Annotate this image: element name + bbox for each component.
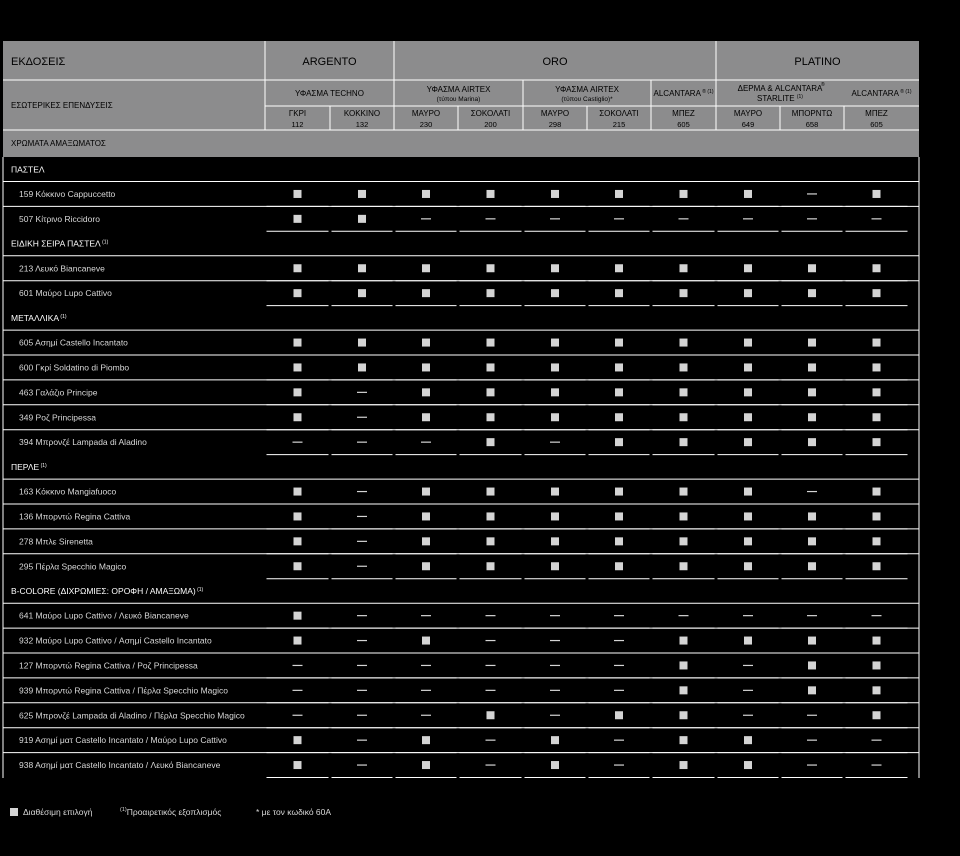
legend-optional-sup: (1) bbox=[120, 807, 127, 814]
row-label: 600 Γκρί Soldatino di Piombo bbox=[19, 362, 130, 373]
square-mark-icon bbox=[680, 562, 688, 570]
square-mark-icon bbox=[551, 512, 559, 520]
square-mark-icon bbox=[615, 190, 623, 198]
square-mark-icon bbox=[808, 264, 816, 272]
version-platino: PLATINO bbox=[794, 56, 841, 68]
group-footnote: (1) bbox=[796, 94, 803, 100]
group-label: ALCANTARA $^{® (1)}$ bbox=[653, 89, 714, 98]
square-mark-icon bbox=[422, 488, 430, 496]
square-mark-icon bbox=[487, 289, 495, 297]
square-mark-icon bbox=[680, 413, 688, 421]
square-mark-icon bbox=[744, 736, 752, 744]
square-mark-icon bbox=[487, 339, 495, 347]
square-mark-icon bbox=[808, 686, 816, 694]
square-mark-icon bbox=[873, 661, 881, 669]
square-mark-icon bbox=[422, 264, 430, 272]
row-label: 349 Ροζ Principessa bbox=[19, 412, 96, 423]
square-mark-icon bbox=[873, 711, 881, 719]
square-mark-icon bbox=[422, 562, 430, 570]
row-label: 136 Μπορντώ Regina Cattiva bbox=[19, 511, 131, 522]
square-mark-icon bbox=[551, 488, 559, 496]
square-mark-icon bbox=[294, 388, 302, 396]
square-mark-icon bbox=[680, 761, 688, 769]
column-name: ΜΠΕΖ bbox=[865, 109, 888, 118]
column-name: ΜΠΟΡΝΤΩ bbox=[791, 109, 833, 118]
section-footnote: (1) bbox=[59, 313, 67, 320]
square-mark-icon bbox=[744, 562, 752, 570]
square-mark-icon bbox=[615, 438, 623, 446]
square-mark-icon bbox=[294, 761, 302, 769]
column-code: 298 bbox=[548, 120, 562, 129]
square-mark-icon bbox=[487, 488, 495, 496]
square-mark-icon bbox=[873, 363, 881, 371]
legend-code-note: * με τον κωδικό 60A bbox=[256, 807, 332, 817]
square-mark-icon bbox=[615, 388, 623, 396]
legend bbox=[10, 804, 910, 822]
column-name: ΣΟΚΟΛΑΤΙ bbox=[470, 109, 511, 118]
column-code: 200 bbox=[484, 120, 497, 129]
square-mark-icon bbox=[808, 661, 816, 669]
square-mark-icon bbox=[873, 413, 881, 421]
square-mark-icon bbox=[487, 711, 495, 719]
square-mark-icon bbox=[680, 339, 688, 347]
group-sublabel: (τύπου Castiglio)* bbox=[561, 96, 613, 103]
square-mark-icon bbox=[744, 190, 752, 198]
square-mark-icon bbox=[487, 413, 495, 421]
square-mark-icon bbox=[551, 562, 559, 570]
legend-available-label: Διαθέσιμη επιλογή bbox=[23, 807, 93, 817]
square-mark-icon bbox=[680, 512, 688, 520]
square-mark-icon bbox=[873, 686, 881, 694]
section-title: ΠΑΣΤΕΛ bbox=[11, 164, 45, 175]
square-mark-icon bbox=[358, 215, 366, 223]
group-footnote: ® (1) bbox=[700, 89, 714, 95]
square-mark-icon bbox=[551, 736, 559, 744]
version-oro: ORO bbox=[542, 56, 568, 68]
section-footnote: (1) bbox=[100, 239, 109, 246]
section-footnote: (1) bbox=[195, 586, 204, 593]
row-label: 394 Μπρονζέ Lampada di Aladino bbox=[19, 437, 147, 448]
square-mark-icon bbox=[422, 289, 430, 297]
square-mark-icon bbox=[615, 264, 623, 272]
square-mark-icon bbox=[294, 190, 302, 198]
square-mark-icon bbox=[551, 537, 559, 545]
column-code: 605 bbox=[677, 120, 690, 129]
legend-optional-label: Προαιρετικός εξοπλισμός bbox=[126, 807, 222, 817]
square-mark-icon bbox=[744, 512, 752, 520]
square-mark-icon bbox=[615, 512, 623, 520]
square-mark-icon bbox=[422, 537, 430, 545]
square-mark-icon bbox=[487, 388, 495, 396]
row-label: 278 Μπλε Sirenetta bbox=[19, 536, 93, 547]
square-mark-icon bbox=[873, 512, 881, 520]
group-label: ΥΦΑΣΜΑ TECHNO bbox=[295, 89, 364, 98]
square-mark-icon bbox=[680, 363, 688, 371]
table-body bbox=[3, 157, 919, 778]
interiors-label: ΕΣΩΤΕΡΙΚΕΣ ΕΠΕΝΔΥΣΕΙΣ bbox=[11, 101, 113, 110]
square-mark-icon bbox=[422, 363, 430, 371]
square-mark-icon bbox=[680, 388, 688, 396]
square-mark-icon bbox=[358, 190, 366, 198]
row-label: 127 Μπορντώ Regina Cattiva / Ροζ Principessa bbox=[19, 660, 198, 671]
square-mark-icon bbox=[551, 339, 559, 347]
row-label: 932 Μαύρο Lupo Cattivo / Ασημί Castello Incantato bbox=[19, 635, 212, 646]
square-mark-icon bbox=[422, 388, 430, 396]
column-code: 649 bbox=[741, 120, 755, 129]
square-mark-icon bbox=[615, 363, 623, 371]
square-mark-icon bbox=[487, 512, 495, 520]
square-mark-icon bbox=[744, 438, 752, 446]
square-mark-icon bbox=[680, 711, 688, 719]
row-label: 163 Κόκκινο Mangiafuoco bbox=[19, 486, 117, 497]
square-mark-icon bbox=[808, 388, 816, 396]
square-mark-icon bbox=[294, 562, 302, 570]
column-name: ΓΚΡΙ bbox=[288, 109, 307, 118]
square-mark-icon bbox=[294, 736, 302, 744]
square-mark-icon bbox=[551, 388, 559, 396]
square-mark-icon bbox=[873, 289, 881, 297]
square-mark-icon bbox=[680, 537, 688, 545]
square-mark-icon bbox=[680, 289, 688, 297]
square-mark-icon bbox=[744, 388, 752, 396]
square-mark-icon bbox=[422, 413, 430, 421]
group-label: STARLITE $^{(1)}$ bbox=[757, 94, 803, 103]
square-mark-icon bbox=[680, 661, 688, 669]
square-mark-icon bbox=[744, 488, 752, 496]
square-mark-icon bbox=[680, 438, 688, 446]
row-label: 507 Κίτρινο Riccidoro bbox=[19, 213, 100, 224]
square-mark-icon bbox=[680, 190, 688, 198]
column-code: 215 bbox=[612, 120, 626, 129]
square-mark-icon bbox=[551, 190, 559, 198]
square-mark-icon bbox=[615, 339, 623, 347]
row-label: 601 Μαύρο Lupo Cattivo bbox=[19, 288, 112, 299]
section-title: ΜΕΤΑΛΛΙΚΑ $^{(1)}$ bbox=[11, 312, 67, 323]
row-label: 938 Ασημί ματ Castello Incantato / Λευκό Biancaneve bbox=[19, 760, 221, 771]
square-mark-icon bbox=[358, 363, 366, 371]
square-mark-icon bbox=[294, 289, 302, 297]
section-title: B-COLORE (ΔΙΧΡΩΜΙΕΣ: ΟΡΟΦΗ / ΑΜΑΞΩΜΑ) $^{(1)}$ bbox=[11, 585, 204, 596]
square-mark-icon bbox=[422, 637, 430, 645]
square-mark-icon bbox=[487, 438, 495, 446]
square-mark-icon bbox=[808, 438, 816, 446]
row-label: 605 Ασημί Castello Incantato bbox=[19, 337, 128, 348]
row-label: 159 Κόκκινο Cappuccetto bbox=[19, 188, 116, 199]
column-name: ΚΟΚΚΙΝΟ bbox=[343, 109, 381, 118]
square-mark-icon bbox=[358, 339, 366, 347]
column-code: 112 bbox=[291, 120, 304, 129]
square-mark-icon bbox=[744, 761, 752, 769]
row-label: 919 Ασημί ματ Castello Incantato / Μαύρο Lupo Cattivo bbox=[19, 735, 227, 746]
row-label: 295 Πέρλα Specchio Magico bbox=[19, 561, 127, 572]
group-footnote: ® (1) bbox=[898, 89, 912, 95]
column-name: ΜΑΥΡΟ bbox=[411, 109, 441, 118]
square-mark-icon bbox=[808, 289, 816, 297]
square-mark-icon bbox=[873, 264, 881, 272]
square-mark-icon bbox=[615, 562, 623, 570]
square-mark-icon bbox=[744, 264, 752, 272]
square-mark-icon bbox=[422, 512, 430, 520]
square-mark-icon bbox=[808, 413, 816, 421]
square-mark-icon bbox=[680, 736, 688, 744]
square-mark-icon bbox=[487, 562, 495, 570]
group-label: ALCANTARA $^{® (1)}$ bbox=[851, 89, 912, 98]
square-mark-icon bbox=[873, 388, 881, 396]
legend-available bbox=[10, 807, 93, 817]
group-label: ΥΦΑΣΜΑ AIRTEX bbox=[426, 85, 491, 94]
square-mark-icon bbox=[615, 289, 623, 297]
row-label: 463 Γαλάζιο Principe bbox=[19, 387, 98, 398]
version-argento: ARGENTO bbox=[302, 56, 357, 68]
column-code: 658 bbox=[805, 120, 819, 129]
row-label: 213 Λευκό Biancaneve bbox=[19, 263, 105, 274]
row-label: 625 Μπρονζέ Lampada di Aladino / Πέρλα Specchio Magico bbox=[19, 710, 245, 721]
section-footnote: (1) bbox=[39, 462, 47, 469]
column-code: 132 bbox=[355, 120, 369, 129]
square-mark-icon bbox=[680, 686, 688, 694]
square-mark-icon bbox=[615, 488, 623, 496]
table-header bbox=[3, 41, 919, 157]
section-title: ΕΙΔΙΚΗ ΣΕΙΡΑ ΠΑΣΤΕΛ $^{(1)}$ bbox=[11, 238, 109, 249]
square-mark-icon bbox=[487, 264, 495, 272]
square-mark-icon bbox=[422, 339, 430, 347]
square-mark-icon bbox=[680, 637, 688, 645]
square-mark-icon bbox=[551, 264, 559, 272]
square-mark-icon bbox=[744, 413, 752, 421]
square-mark-icon bbox=[808, 537, 816, 545]
square-mark-icon bbox=[744, 339, 752, 347]
square-mark-icon bbox=[873, 190, 881, 198]
column-name: ΜΑΥΡΟ bbox=[540, 109, 570, 118]
square-mark-icon bbox=[873, 637, 881, 645]
group-label: ΔΕΡΜΑ & ALCANTARA bbox=[737, 84, 823, 93]
section-title: ΠΕΡΛΕ $^{(1)}$ bbox=[11, 461, 47, 472]
square-mark-icon bbox=[744, 289, 752, 297]
square-mark-icon bbox=[294, 612, 302, 620]
square-mark-icon bbox=[744, 537, 752, 545]
square-mark-icon bbox=[808, 363, 816, 371]
square-mark-icon bbox=[873, 339, 881, 347]
square-mark-icon bbox=[551, 289, 559, 297]
square-mark-icon bbox=[487, 537, 495, 545]
square-mark-icon bbox=[551, 363, 559, 371]
column-name: ΜΑΥΡΟ bbox=[733, 109, 763, 118]
square-mark-icon bbox=[808, 637, 816, 645]
square-mark-icon bbox=[358, 264, 366, 272]
row-label: 641 Μαύρο Lupo Cattivo / Λευκό Biancaneve bbox=[19, 610, 189, 621]
group-trademark: ® bbox=[821, 82, 825, 88]
square-mark-icon bbox=[680, 264, 688, 272]
column-code: 230 bbox=[419, 120, 433, 129]
square-mark-icon bbox=[294, 512, 302, 520]
column-name: ΜΠΕΖ bbox=[672, 109, 695, 118]
row-label: 939 Μπορντώ Regina Cattiva / Πέρλα Specchio Magico bbox=[19, 685, 228, 696]
square-mark-icon bbox=[422, 190, 430, 198]
square-mark-icon bbox=[422, 736, 430, 744]
square-mark-icon bbox=[294, 413, 302, 421]
square-mark-icon bbox=[615, 413, 623, 421]
versions-label: ΕΚΔΟΣΕΙΣ bbox=[11, 56, 66, 68]
square-mark-icon bbox=[294, 339, 302, 347]
square-mark-icon bbox=[873, 438, 881, 446]
square-mark-icon bbox=[294, 537, 302, 545]
square-mark-icon bbox=[294, 637, 302, 645]
square-mark-icon bbox=[615, 711, 623, 719]
square-mark-icon bbox=[422, 761, 430, 769]
square-mark-icon bbox=[294, 215, 302, 223]
square-mark-icon bbox=[551, 761, 559, 769]
square-mark-icon bbox=[487, 363, 495, 371]
square-mark-icon bbox=[294, 363, 302, 371]
square-mark-icon bbox=[808, 562, 816, 570]
square-mark-icon bbox=[680, 488, 688, 496]
square-mark-icon bbox=[744, 637, 752, 645]
column-name: ΣΟΚΟΛΑΤΙ bbox=[599, 109, 639, 118]
square-mark-icon bbox=[551, 413, 559, 421]
square-mark-icon bbox=[615, 537, 623, 545]
square-mark-icon bbox=[808, 512, 816, 520]
square-mark-icon bbox=[10, 808, 18, 816]
square-mark-icon bbox=[808, 339, 816, 347]
square-mark-icon bbox=[873, 562, 881, 570]
body-colors-label: ΧΡΩΜΑΤΑ ΑΜΑΞΩΜΑΤΟΣ bbox=[11, 139, 106, 148]
square-mark-icon bbox=[744, 363, 752, 371]
legend-optional bbox=[120, 807, 221, 817]
square-mark-icon bbox=[873, 488, 881, 496]
group-sublabel: (τύπου Marina) bbox=[436, 96, 481, 103]
square-mark-icon bbox=[487, 190, 495, 198]
square-mark-icon bbox=[294, 488, 302, 496]
square-mark-icon bbox=[873, 537, 881, 545]
square-mark-icon bbox=[358, 289, 366, 297]
square-mark-icon bbox=[294, 264, 302, 272]
column-code: 605 bbox=[870, 120, 883, 129]
group-label: ΥΦΑΣΜΑ AIRTEX bbox=[555, 85, 619, 94]
